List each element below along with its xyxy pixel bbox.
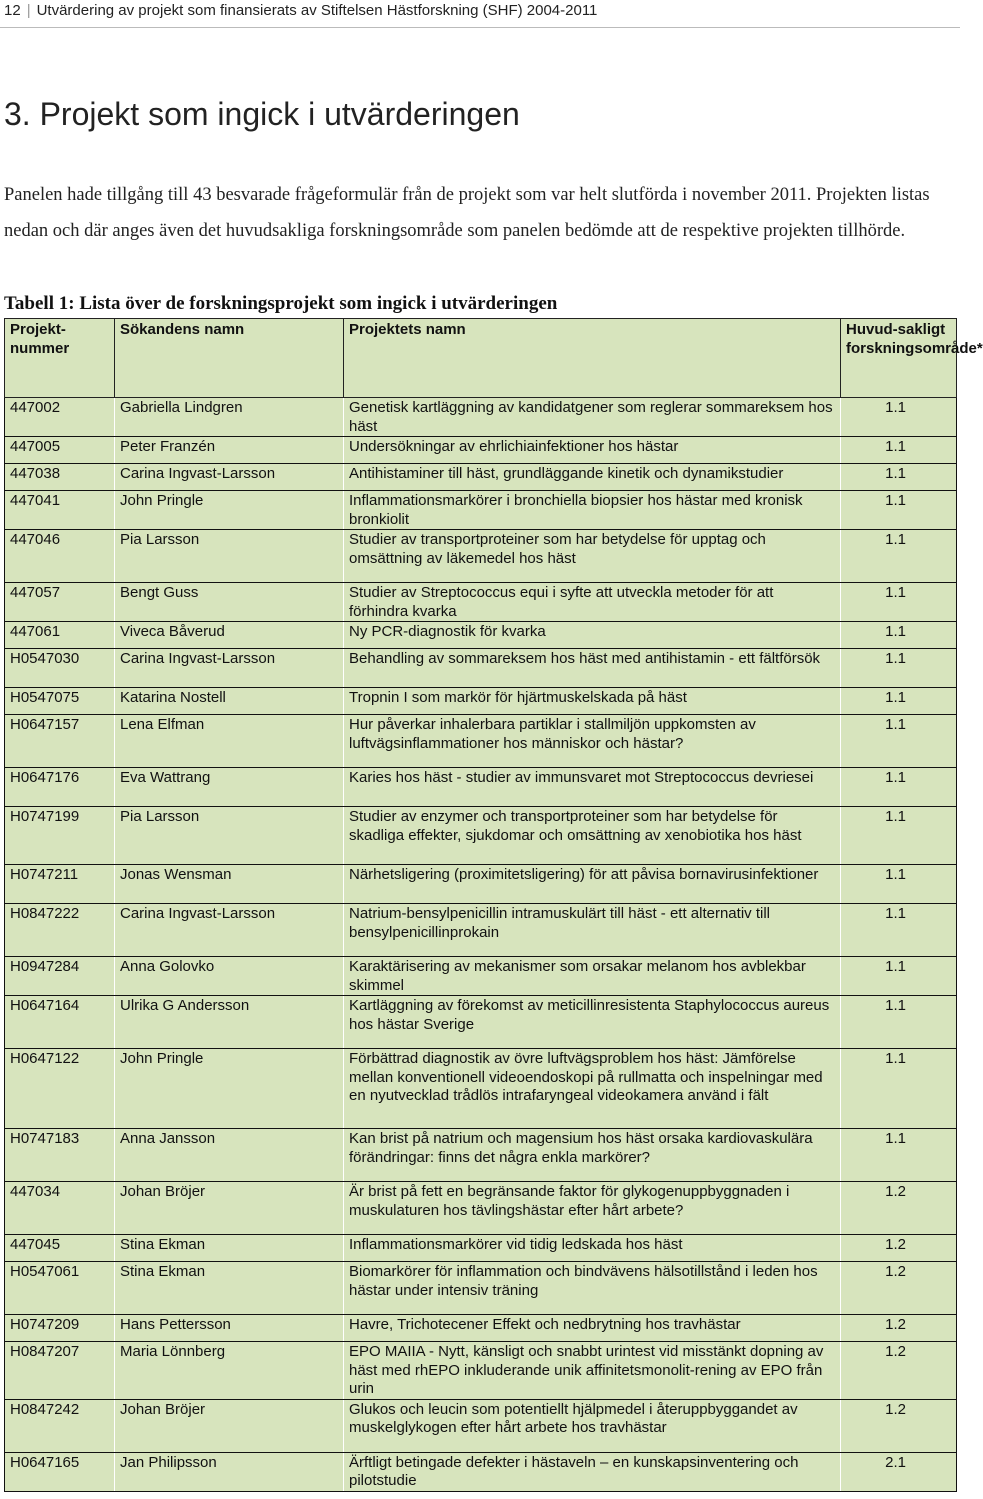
cell-project-number: 447041 <box>5 491 115 530</box>
table-row <box>5 530 957 583</box>
cell-project-number: H0647122 <box>5 1049 115 1129</box>
cell-research-area: 1.1 <box>841 649 957 688</box>
cell-project-number: 447034 <box>5 1182 115 1235</box>
cell-research-area: 1.1 <box>841 996 957 1049</box>
cell-project-name: Förbättrad diagnostik av övre luftvägsproblem hos häst: Jämförelse mellan konventionell videoendoskopi på rullmatta och inspelningar med en nyutvecklad trådlös intrafaryngeal videokamera använd i fält <box>344 1049 841 1129</box>
cell-project-number: H0647176 <box>5 768 115 807</box>
cell-applicant-name: Carina Ingvast-Larsson <box>115 464 344 491</box>
cell-applicant-name: Maria Lönnberg <box>115 1342 344 1400</box>
cell-research-area: 1.1 <box>841 768 957 807</box>
table-row <box>5 649 957 688</box>
cell-project-number: 447045 <box>5 1235 115 1262</box>
cell-project-name: Närhetsligering (proximitetsligering) för att påvisa bornavirusinfektioner <box>344 865 841 904</box>
intro-paragraph: Panelen hade tillgång till 43 besvarade frågeformulär från de projekt som var helt slutförda i november 2011. Projekten listas nedan och där anges även det huvudsakliga forskningsområde som panelen bedömde att de respektive projekten tillhörde. <box>4 185 930 241</box>
cell-research-area: 1.2 <box>841 1399 957 1452</box>
cell-project-name: Biomarkörer för inflammation och bindvävens hälsotillstånd i leden hos hästar under intensiv träning <box>344 1262 841 1315</box>
cell-project-name: Inflammationsmarkörer vid tidig ledskada hos häst <box>344 1235 841 1262</box>
cell-research-area: 1.1 <box>841 583 957 622</box>
cell-applicant-name: Johan Bröjer <box>115 1399 344 1452</box>
cell-project-number: H0847242 <box>5 1399 115 1452</box>
cell-project-name: Kan brist på natrium och magensium hos häst orsaka kardiovaskulära förändringar: finns det några enkla markörer? <box>344 1129 841 1182</box>
cell-research-area: 1.1 <box>841 622 957 649</box>
cell-applicant-name: Carina Ingvast-Larsson <box>115 649 344 688</box>
cell-research-area: 1.2 <box>841 1262 957 1315</box>
table-row <box>5 1235 957 1262</box>
table-row <box>5 464 957 491</box>
table-row <box>5 904 957 957</box>
cell-applicant-name: Jan Philipsson <box>115 1452 344 1491</box>
cell-research-area: 1.1 <box>841 1129 957 1182</box>
page-number: 12 <box>4 2 21 19</box>
cell-applicant-name: Pia Larsson <box>115 807 344 865</box>
cell-research-area: 1.1 <box>841 865 957 904</box>
table-row <box>5 437 957 464</box>
cell-project-number: 447005 <box>5 437 115 464</box>
header-separator: | <box>26 2 31 19</box>
cell-project-name: Karaktärisering av mekanismer som orsakar melanom hos avblekbar skimmel <box>344 957 841 996</box>
cell-project-number: H0647165 <box>5 1452 115 1491</box>
cell-project-number: H0547061 <box>5 1262 115 1315</box>
table-row <box>5 996 957 1049</box>
cell-applicant-name: Pia Larsson <box>115 530 344 583</box>
table-row <box>5 398 957 437</box>
table-row <box>5 1049 957 1129</box>
cell-project-number: H0947284 <box>5 957 115 996</box>
cell-project-name: Antihistaminer till häst, grundläggande kinetik och dynamikstudier <box>344 464 841 491</box>
cell-project-name: Är brist på fett en begränsande faktor för glykogenuppbyggnaden i muskulaturen hos tävlingshästar efter hårt arbete? <box>344 1182 841 1235</box>
table-header-row <box>5 319 957 398</box>
cell-research-area: 1.1 <box>841 957 957 996</box>
cell-project-name: Ärftligt betingade defekter i hästaveln – en kunskapsinventering och pilotstudie <box>344 1452 841 1491</box>
cell-applicant-name: Peter Franzén <box>115 437 344 464</box>
cell-project-name: Hur påverkar inhalerbara partiklar i stallmiljön uppkomsten av luftvägsinflammationer hos människor och hästar? <box>344 715 841 768</box>
cell-project-number: 447038 <box>5 464 115 491</box>
cell-research-area: 1.1 <box>841 904 957 957</box>
cell-project-number: H0647157 <box>5 715 115 768</box>
section-title: 3. Projekt som ingick i utvärderingen <box>4 96 520 132</box>
projects-table <box>4 318 983 1492</box>
cell-project-number: 447061 <box>5 622 115 649</box>
cell-applicant-name: Bengt Guss <box>115 583 344 622</box>
table-row <box>5 688 957 715</box>
cell-project-number: 447046 <box>5 530 115 583</box>
cell-applicant-name: Stina Ekman <box>115 1235 344 1262</box>
cell-project-number: H0747183 <box>5 1129 115 1182</box>
cell-project-name: Havre, Trichotecener Effekt och nedbrytning hos travhästar <box>344 1315 841 1342</box>
table-row <box>5 1182 957 1235</box>
cell-applicant-name: Johan Bröjer <box>115 1182 344 1235</box>
cell-project-name: Undersökningar av ehrlichiainfektioner hos hästar <box>344 437 841 464</box>
cell-project-number: H0547075 <box>5 688 115 715</box>
cell-project-number: H0847222 <box>5 904 115 957</box>
cell-applicant-name: Stina Ekman <box>115 1262 344 1315</box>
table-row <box>5 768 957 807</box>
header-research-area: Huvud-sakligt forskningsområde* <box>841 319 957 398</box>
table-caption: Tabell 1: Lista över de forskningsprojekt som ingick i utvärderingen <box>4 293 558 314</box>
cell-applicant-name: Viveca Båverud <box>115 622 344 649</box>
cell-project-name: Behandling av sommareksem hos häst med antihistamin - ett fältförsök <box>344 649 841 688</box>
cell-project-number: H0747199 <box>5 807 115 865</box>
cell-applicant-name: John Pringle <box>115 491 344 530</box>
header-project-number: Projekt-nummer <box>5 319 115 398</box>
table-row <box>5 1315 957 1342</box>
cell-research-area: 1.2 <box>841 1235 957 1262</box>
cell-applicant-name: Katarina Nostell <box>115 688 344 715</box>
table-row <box>5 807 957 865</box>
cell-research-area: 1.2 <box>841 1342 957 1400</box>
cell-project-number: H0747211 <box>5 865 115 904</box>
running-header <box>4 2 597 19</box>
running-header-text: Utvärdering av projekt som finansierats av Stiftelsen Hästforskning (SHF) 2004-2011 <box>36 2 598 19</box>
table-row <box>5 1262 957 1315</box>
cell-project-number: H0647164 <box>5 996 115 1049</box>
header-applicant-name: Sökandens namn <box>115 319 344 398</box>
cell-research-area: 1.2 <box>841 1315 957 1342</box>
cell-project-name: Karies hos häst - studier av immunsvaret mot Streptococcus devriesei <box>344 768 841 807</box>
cell-project-name: Studier av Streptococcus equi i syfte att utveckla metoder för att förhindra kvarka <box>344 583 841 622</box>
cell-research-area: 1.1 <box>841 398 957 437</box>
table-row <box>5 622 957 649</box>
cell-applicant-name: Hans Pettersson <box>115 1315 344 1342</box>
table-row <box>5 1342 957 1400</box>
cell-project-number: H0747209 <box>5 1315 115 1342</box>
cell-project-name: Glukos och leucin som potentiellt hjälpmedel i återuppbyggandet av muskelglykogen efter hårt arbete hos travhästar <box>344 1399 841 1452</box>
table-row <box>5 1129 957 1182</box>
cell-applicant-name: Gabriella Lindgren <box>115 398 344 437</box>
cell-project-name: Tropnin I som markör för hjärtmuskelskada på häst <box>344 688 841 715</box>
cell-project-number: 447002 <box>5 398 115 437</box>
cell-research-area: 1.1 <box>841 1049 957 1129</box>
cell-project-name: Studier av transportproteiner som har betydelse för upptag och omsättning av läkemedel hos häst <box>344 530 841 583</box>
cell-applicant-name: Carina Ingvast-Larsson <box>115 904 344 957</box>
cell-applicant-name: Jonas Wensman <box>115 865 344 904</box>
header-rule <box>0 27 960 28</box>
table-row <box>5 491 957 530</box>
cell-project-name: Studier av enzymer och transportproteiner som har betydelse för skadliga effekter, sjukdomar och omsättning av xenobiotika hos häst <box>344 807 841 865</box>
cell-applicant-name: Ulrika G Andersson <box>115 996 344 1049</box>
cell-research-area: 1.1 <box>841 464 957 491</box>
cell-research-area: 1.2 <box>841 1182 957 1235</box>
table-row <box>5 583 957 622</box>
cell-research-area: 1.1 <box>841 807 957 865</box>
cell-applicant-name: Anna Golovko <box>115 957 344 996</box>
header-project-name: Projektets namn <box>344 319 841 398</box>
cell-research-area: 2.1 <box>841 1452 957 1491</box>
cell-research-area: 1.1 <box>841 688 957 715</box>
table-row <box>5 957 957 996</box>
cell-research-area: 1.1 <box>841 715 957 768</box>
table-row <box>5 865 957 904</box>
cell-project-number: H0847207 <box>5 1342 115 1400</box>
cell-project-number: H0547030 <box>5 649 115 688</box>
cell-project-name: Kartläggning av förekomst av meticillinresistenta Staphylococcus aureus hos hästar Sverige <box>344 996 841 1049</box>
cell-project-name: Genetisk kartläggning av kandidatgener som reglerar sommareksem hos häst <box>344 398 841 437</box>
table-row <box>5 715 957 768</box>
cell-applicant-name: John Pringle <box>115 1049 344 1129</box>
cell-project-name: EPO MAIIA - Nytt, känsligt och snabbt urintest vid misstänkt dopning av häst med rhEPO inkluderande unik affinitetsmonolit-rening av EPO från urin <box>344 1342 841 1400</box>
cell-applicant-name: Eva Wattrang <box>115 768 344 807</box>
cell-project-number: 447057 <box>5 583 115 622</box>
cell-applicant-name: Lena Elfman <box>115 715 344 768</box>
cell-research-area: 1.1 <box>841 437 957 464</box>
cell-research-area: 1.1 <box>841 491 957 530</box>
cell-project-name: Ny PCR-diagnostik för kvarka <box>344 622 841 649</box>
cell-applicant-name: Anna Jansson <box>115 1129 344 1182</box>
table-row <box>5 1399 957 1452</box>
cell-project-name: Inflammationsmarkörer i bronchiella biopsier hos hästar med kronisk bronkiolit <box>344 491 841 530</box>
cell-project-name: Natrium-bensylpenicillin intramuskulärt till häst - ett alternativ till bensylpenicillinprokain <box>344 904 841 957</box>
cell-research-area: 1.1 <box>841 530 957 583</box>
table-row <box>5 1452 957 1491</box>
